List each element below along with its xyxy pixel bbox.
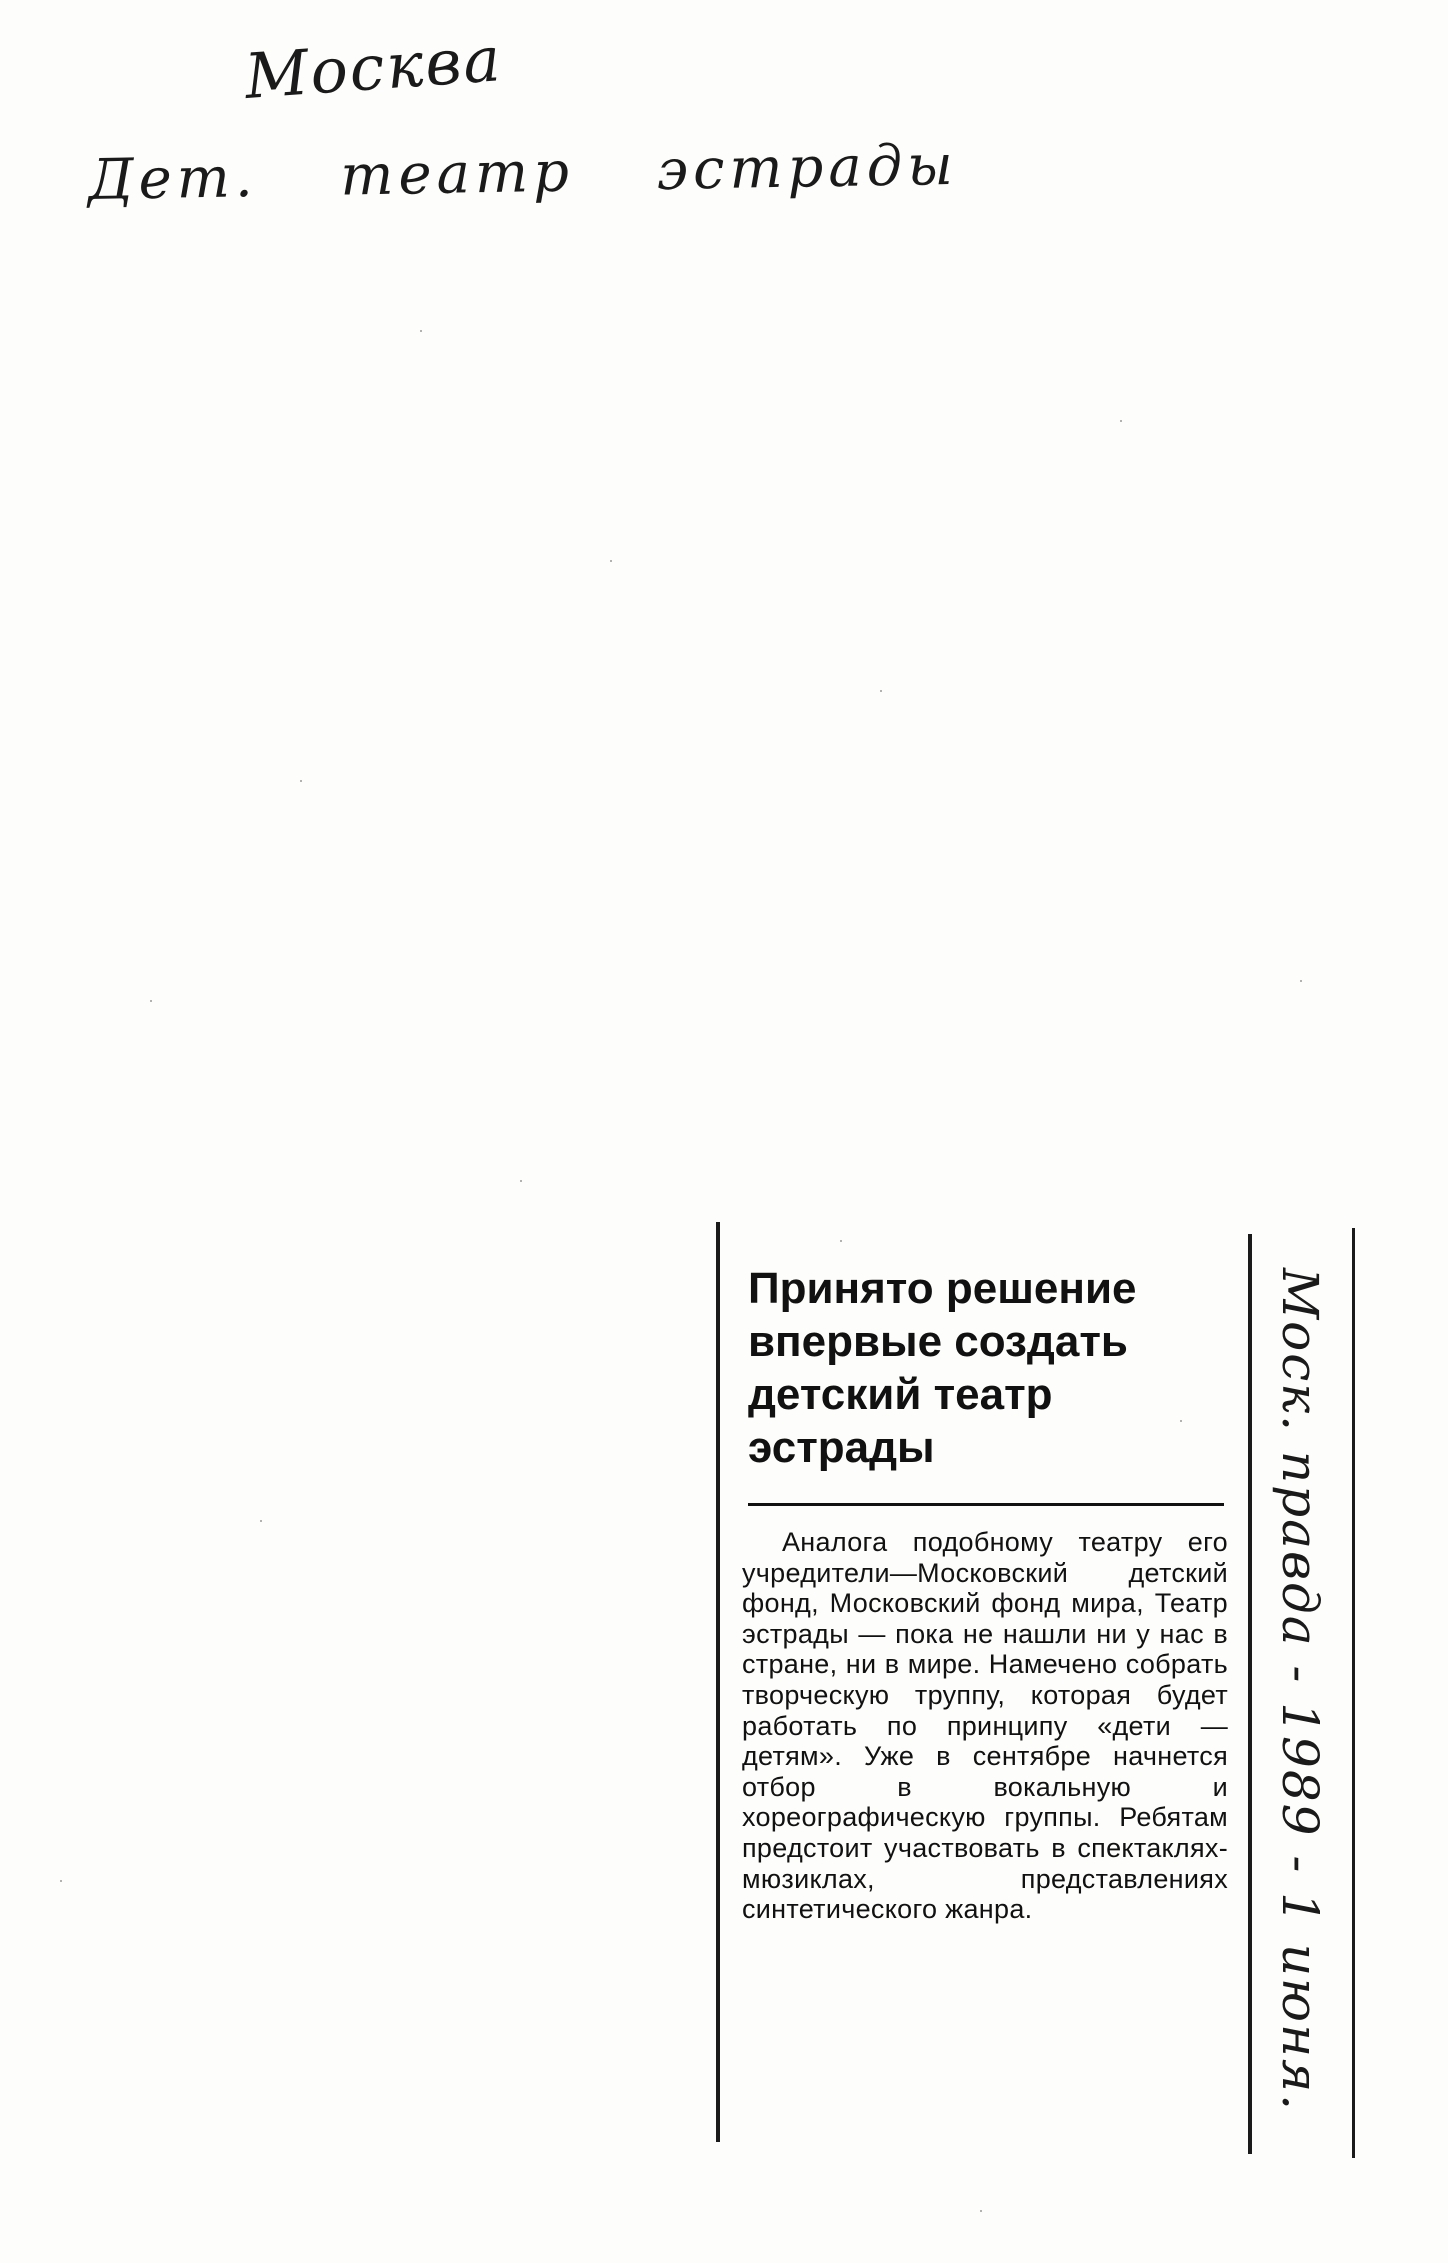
headline-rule (748, 1503, 1224, 1506)
handwritten-source-note: Моск. правда - 1989 - 1 июня. (1271, 1267, 1329, 2113)
clipping-body-text: Аналога подобному театру его учредители—Московский детский фонд, Московский фонд мира, Театр эстрады — пока не нашли ни у нас в стране, ни в мире. Намечено собрать творческую труппу, которая будет работать по принципу «дети — детям». Уже в сентябре начнется отбор в вокальную и хореографическую группы. Ребятам предстоит участвовать в спектаклях-мюзиклах, представлениях синтетического жанра. (742, 1527, 1228, 1925)
clipping-left-rule (716, 1222, 720, 2142)
clipping-right-rule (1352, 1228, 1355, 2158)
handwritten-subject: Дет. театр эстрады (87, 132, 959, 213)
clipping-middle-rule (1248, 1234, 1252, 2154)
clipping-headline: Принято решение впервые создать детский театр эстрады (748, 1264, 1137, 1472)
handwritten-city: Москва (242, 22, 505, 113)
